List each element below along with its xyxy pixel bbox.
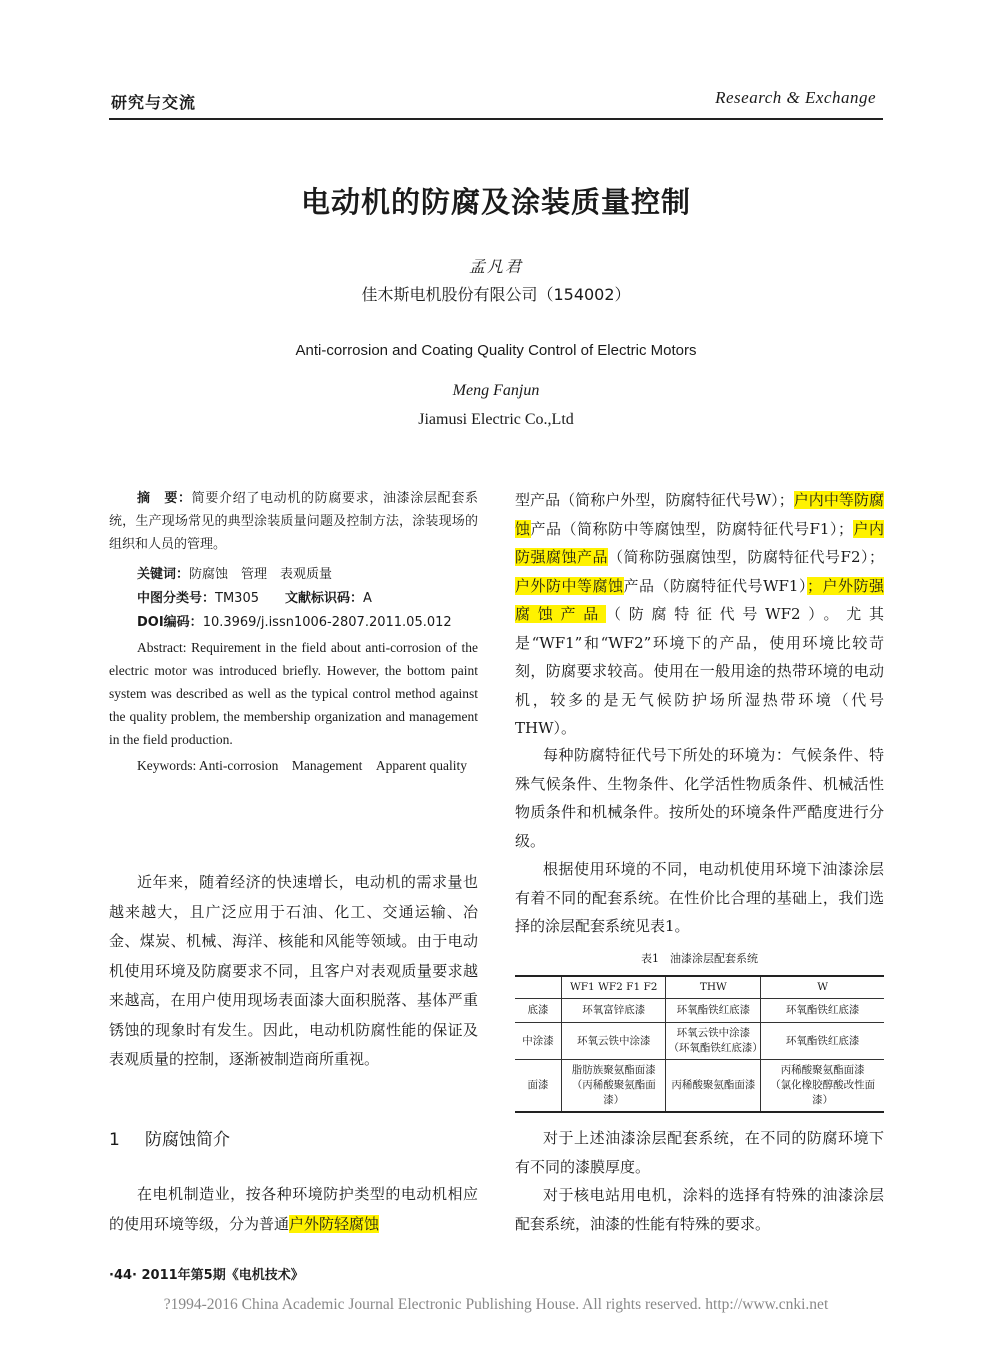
table-cell: 丙稀酸聚氨酯面漆: [666, 1060, 761, 1113]
table-cell: 脂肪族聚氨酯面漆 （丙稀酸聚氨酯面漆）: [562, 1060, 666, 1113]
author-name: 孟凡君: [468, 257, 523, 276]
highlighted-text: 户内防强腐蚀产品: [515, 519, 884, 566]
highlighted-text: 户外防轻腐蚀: [289, 1214, 380, 1233]
article-title: 电动机的防腐及涂装质量控制: [300, 185, 691, 219]
journal-section-label-en: Research & Exchange: [715, 88, 876, 107]
header-divider: [109, 118, 883, 120]
corrosion-types-paragraph: [515, 486, 884, 743]
copyright-notice: ?1994-2016 China Academic Journal Electronic Publishing House. All rights reserved. http://www.cnki.net: [163, 1296, 829, 1313]
table-header-cell: THW: [666, 976, 761, 999]
intro-paragraph: 近年来，随着经济的快速增长，电动机的需求量也越来越大，且广泛应用于石油、化工、交通运输、冶金、煤炭、机械、海洋、核能和风能等领域。由于电动机使用环境及防腐要求不同，且客户对表观质量要求越来越高，在用户使用现场表面漆大面积脱落、基体严重锈蚀的现象时有发生。因此，电动机防腐性能的保证及表观质量的控制，逐渐被制造商所重视。: [109, 873, 478, 1068]
film-thickness-paragraph: 对于上述油漆涂层配套系统，在不同的防腐环境下有不同的漆膜厚度。: [515, 1129, 884, 1176]
table-cell: 环氧云铁中涂漆 （环氧酯铁红底漆）: [666, 1023, 761, 1060]
classification: [109, 587, 478, 610]
keywords-label: 关键词：: [137, 567, 190, 582]
table-cell: 环氧酯铁红底漆: [761, 1023, 884, 1060]
table-cell: 环氧酯铁红底漆: [761, 999, 884, 1023]
highlighted-text: 户外防中等腐蚀: [515, 576, 624, 595]
abstract-text: 简要介绍了电动机的防腐要求，油漆涂层配套系统，生产现场常见的典型涂装质量问题及控制方法，涂装现场的组织和人员的管理。: [109, 491, 478, 552]
coating-system-paragraph: 根据使用环境的不同，电动机使用环境下油漆涂层有着不同的配套系统。在性价比合理的基础上，我们选择的涂层配套系统见表1。: [515, 860, 884, 935]
abstract-en: [109, 636, 478, 751]
clc-value: TM305: [215, 591, 259, 606]
keywords: [109, 563, 478, 586]
table-cell: 环氧富锌底漆: [562, 999, 666, 1023]
keywords-en: [109, 754, 478, 777]
table-row-label: 中涂漆: [515, 1023, 562, 1060]
highlighted-text: ；户外防强腐蚀产品: [515, 576, 884, 623]
table-caption: 表1 油漆涂层配套系统: [641, 952, 758, 965]
author-affiliation-en: Jiamusi Electric Co.,Ltd: [418, 411, 574, 428]
doi-value: 10.3969/j.issn1006-2807.2011.05.012: [202, 615, 452, 630]
page-footer: ·44· 2011年第5期《电机技术》: [109, 1268, 304, 1283]
environment-paragraph: 每种防腐特征代号下所处的环境为：气候条件、特殊气候条件、生物条件、化学活性物质条件、机械活性物质条件和机械条件。按所处的环境条件严酷度进行分级。: [515, 746, 884, 850]
table-row: [515, 1060, 884, 1113]
table-header-cell: [515, 976, 562, 999]
abstract: [109, 487, 478, 556]
section-number: 1: [109, 1130, 120, 1150]
journal-section-label: 研究与交流: [111, 93, 197, 112]
doi: [109, 611, 478, 634]
keywords-text: 防腐蚀 管理 表观质量: [189, 567, 333, 582]
text-run: 型产品（简称户外型，防腐特征代号W）；: [515, 491, 794, 509]
section1-paragraph: [109, 1180, 478, 1239]
text-run: （防腐特征代号WF2）。尤其是“WF1”和“WF2”环境下的产品，使用环境比较苛刻，防腐要求较高。使用在一般用途的热带环境的电动机，较多的是无气候防护场所湿热带环境（代号THW）。: [515, 605, 884, 737]
table-header-cell: WF1 WF2 F1 F2: [562, 976, 666, 999]
author-affiliation: 佳木斯电机股份有限公司（154002）: [361, 285, 631, 304]
keywords-en-label: Keywords:: [137, 758, 197, 773]
coating-system-table: [515, 975, 884, 1113]
highlighted-text: 户内中等防腐蚀: [515, 491, 884, 538]
doi-label: DOI编码：: [137, 615, 203, 630]
doc-code-value: A: [363, 591, 372, 606]
keywords-en-text: Anti-corrosion Management Apparent quality: [198, 758, 467, 773]
table-row: [515, 1023, 884, 1060]
text-run: （简称防强腐蚀型，防腐特征代号F2）；: [608, 548, 884, 566]
clc-label: 中图分类号：: [137, 591, 216, 606]
text-run: 在电机制造业，按各种环境防护类型的电动机相应的使用环境等级，分为普通: [109, 1185, 478, 1233]
table-cell: 丙稀酸聚氨酯面漆 （氯化橡胶醇酸改性面漆）: [761, 1060, 884, 1113]
author-name-en: Meng Fanjun: [452, 382, 540, 399]
abstract-en-label: Abstract:: [137, 640, 187, 655]
abstract-label: 摘 要：: [137, 491, 192, 506]
abstract-en-text: Requirement in the field about anti-corrosion of the electric motor was introduced briefly. However, the bottom paint system was described as well as the typical control method against the quality problem, the membership organization and management in the field production.: [109, 640, 479, 747]
text-run: 产品（防腐特征代号WF1）: [623, 576, 807, 595]
text-run: 产品（简称防中等腐蚀型，防腐特征代号F1）；: [530, 519, 853, 538]
table-header-row: [515, 976, 884, 999]
table-row-label: 面漆: [515, 1060, 562, 1113]
table-row: [515, 999, 884, 1023]
article-title-en: Anti-corrosion and Coating Quality Control of Electric Motors: [295, 342, 697, 359]
section-heading-1: [109, 1125, 230, 1150]
table-cell: 环氧酯铁红底漆: [666, 999, 761, 1023]
nuclear-paragraph: 对于核电站用电机，涂料的选择有特殊的油漆涂层配套系统，油漆的性能有特殊的要求。: [515, 1186, 884, 1233]
table-row-label: 底漆: [515, 999, 562, 1023]
section-title: 防腐蚀简介: [145, 1130, 230, 1150]
table-cell: 环氧云铁中涂漆: [562, 1023, 666, 1060]
table-header-cell: W: [761, 976, 884, 999]
doc-code-label: 文献标识码：: [285, 591, 364, 606]
